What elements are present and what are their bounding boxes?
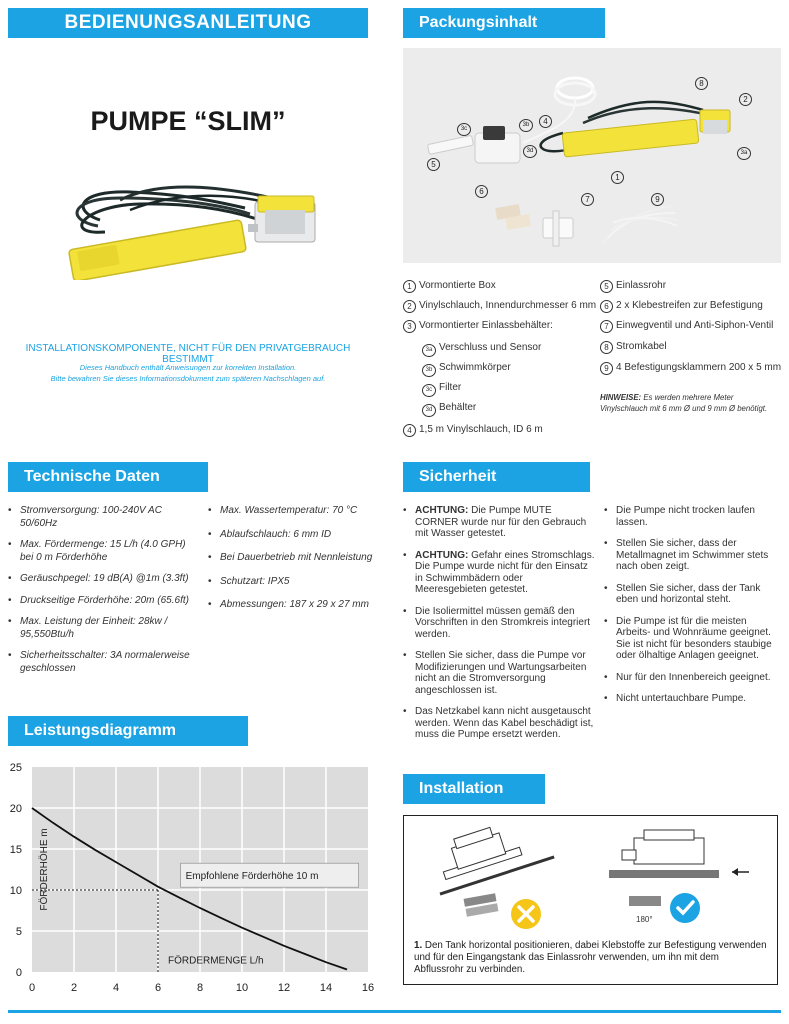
diagram-label-6: 6 <box>475 180 491 198</box>
chart-x-tick-label: 10 <box>235 982 249 994</box>
safety-item: • Nicht untertauchbare Pumpe. <box>604 693 782 705</box>
pump-product-image <box>60 180 340 280</box>
tech-item: • Ablaufschlauch: 6 mm ID <box>208 529 388 542</box>
installation-box <box>403 815 778 985</box>
safety-item: • Stellen Sie sicher, dass der Metallmagnet im Schwimmer stets nach oben zeigt. <box>604 538 782 573</box>
cover-header: BEDIENUNGSANLEITUNG <box>8 8 368 38</box>
tech-item: • Schutzart: IPX5 <box>208 576 388 589</box>
tech-item: • Max. Leistung der Einheit: 28kw / 95,550Btu/h <box>8 616 198 641</box>
chart-x-tick-label: 0 <box>28 982 36 994</box>
safety-item: • Stellen Sie sicher, dass die Pumpe vor Modifizierungen und Wartungsarbeiten nicht an die Stromversorgung angeschlossen ist. <box>403 650 595 696</box>
chart-y-tick-label: 20 <box>9 803 22 815</box>
performance-chart <box>0 755 380 1000</box>
diagram-label-9: 9 <box>651 188 667 206</box>
package-item-5: 5 Einlassrohr <box>600 280 666 293</box>
chart-y-tick-label: 0 <box>15 967 22 979</box>
hint-text-1: Es werden mehrere Meter <box>641 393 734 402</box>
safety-item: • Das Netzkabel kann nicht ausgetauscht werden. Wenn das Kabel beschädigt ist, muss die Pumpe ersetzt werden. <box>403 706 595 741</box>
tech-item: • Sicherheitsschalter: 3A normalerweise geschlossen <box>8 650 198 675</box>
diagram-label-3d: 3d <box>523 138 540 158</box>
package-item-7: 7 Einwegventil und Anti-Siphon-Ventil <box>600 320 773 333</box>
tech-item: • Max. Fördermenge: 15 L/h (4.0 GPH) bei 0 m Förderhöhe <box>8 539 198 564</box>
safety-item: • Die Pumpe ist für die meisten Arbeits- und Wohnräume geeignet. Sie ist nicht für besonders staubige oder ölhaltige Anlagen geeignet. <box>604 616 782 662</box>
hint-label: HINWEISE: <box>600 393 642 402</box>
diagram-label-2: 2 <box>739 88 755 106</box>
chart-y-tick-label: 5 <box>15 926 22 938</box>
package-item-2: 2 Vinylschlauch, Innendurchmesser 6 mm <box>403 300 596 313</box>
footer-divider <box>8 1010 781 1013</box>
cover-note-2: Bitte bewahren Sie dieses Informationsdokument zum späteren Nachschlagen auf. <box>50 374 326 383</box>
tech-header: Technische Daten <box>8 462 208 492</box>
package-item-8: 8 Stromkabel <box>600 341 667 354</box>
diagram-label-5: 5 <box>427 153 443 171</box>
tech-item: • Abmessungen: 187 x 29 x 27 mm <box>208 599 388 612</box>
diagram-label-1: 1 <box>611 166 627 184</box>
cover-subtitle: INSTALLATIONSKOMPONENTE, NICHT FÜR DEN PRIVATGEBRAUCH BESTIMMT <box>25 343 351 365</box>
safety-item: • ACHTUNG: Die Pumpe MUTE CORNER wurde nur für den Gebrauch mit Wasser getestet. <box>403 505 595 540</box>
diagram-label-8: 8 <box>695 72 711 90</box>
package-item-1: 1 Vormontierte Box <box>403 280 496 293</box>
chart-y-axis-label: FÖRDERHÖHE m <box>39 828 50 911</box>
tech-item: • Bei Dauerbetrieb mit Nennleistung <box>208 552 388 565</box>
package-item-3b: 3b Schwimmkörper <box>422 362 511 377</box>
cross-icon <box>511 899 541 929</box>
installation-illustration <box>404 816 776 936</box>
chart-y-tick-label: 25 <box>9 762 22 774</box>
package-photo <box>403 48 781 263</box>
package-item-9: 9 4 Befestigungsklammern 200 x 5 mm <box>600 362 781 375</box>
chart-x-tick-label: 6 <box>154 982 162 994</box>
chart-x-tick-label: 16 <box>361 982 375 994</box>
package-hint <box>600 392 785 414</box>
chart-x-axis-label: FÖRDERMENGE L/h <box>168 955 264 967</box>
safety-item: • Nur für den Innenbereich geeignet. <box>604 672 782 684</box>
diagram-label-4: 4 <box>539 110 555 128</box>
tech-item: • Stromversorgung: 100-240V AC 50/60Hz <box>8 505 198 530</box>
chart-x-tick-label: 12 <box>277 982 291 994</box>
chart-x-tick-label: 14 <box>319 982 333 994</box>
tech-list-col1 <box>8 505 198 684</box>
safety-item: • Die Isoliermittel müssen gemäß den Vorschriften in den Stromkreis integriert werden. <box>403 606 595 641</box>
package-item-3a: 3a Verschluss und Sensor <box>422 342 541 357</box>
package-item-3c: 3c Filter <box>422 382 461 397</box>
package-item-3: 3 Vormontierter Einlassbehälter: <box>403 320 553 333</box>
safety-list-col1 <box>403 505 595 751</box>
tech-item: • Max. Wassertemperatur: 70 °C <box>208 505 388 518</box>
check-icon <box>670 893 700 923</box>
diagram-label-3c: 3c <box>457 116 474 136</box>
installation-header: Installation <box>403 774 545 804</box>
chart-x-tick-label: 4 <box>112 982 120 994</box>
chart-y-tick-label: 10 <box>9 885 22 897</box>
chart-x-tick-label: 2 <box>70 982 78 994</box>
diagram-label-7: 7 <box>581 188 597 206</box>
package-header: Packungsinhalt <box>403 8 605 38</box>
chart-x-tick-label: 8 <box>196 982 204 994</box>
angle-label: 180° <box>636 915 653 924</box>
chart-header: Leistungsdiagramm <box>8 716 248 746</box>
safety-list-col2 <box>604 505 782 715</box>
package-item-4: 4 1,5 m Vinylschlauch, ID 6 m <box>403 424 543 437</box>
safety-item: • Die Pumpe nicht trocken laufen lassen. <box>604 505 782 528</box>
cover-note-1: Dieses Handbuch enthält Anweisungen zur korrekten Installation. <box>79 363 297 372</box>
diagram-label-3a: 3a <box>737 140 754 160</box>
safety-header: Sicherheit <box>403 462 590 492</box>
package-item-6: 6 2 x Klebestreifen zur Befestigung <box>600 300 763 313</box>
tech-list-col2 <box>208 505 388 621</box>
tech-item: • Geräuschpegel: 19 dB(A) @1m (3.3ft) <box>8 573 198 586</box>
chart-annotation: Empfohlene Förderhöhe 10 m <box>185 871 319 883</box>
chart-y-tick-label: 15 <box>9 844 22 856</box>
hint-text-2: Vinylschlauch mit 6 mm Ø und 9 mm Ø benötigt. <box>600 404 768 413</box>
installation-step-1: 1. Den Tank horizontal positionieren, dabei Klebstoffe zur Befestigung verwenden und für den Eingangstank das Einlassrohr verwenden, um ihn mit dem Abflussrohr zu verbinden. <box>414 940 767 975</box>
package-item-3d: 3d Behälter <box>422 402 476 417</box>
safety-item: • ACHTUNG: Gefahr eines Stromschlags. Die Pumpe wurde nicht für den Einsatz in Schwimmbädern oder Meeresgebieten getestet. <box>403 550 595 596</box>
safety-item: • Stellen Sie sicher, dass der Tank eben und horizontal steht. <box>604 583 782 606</box>
product-title: PUMPE “SLIM” <box>90 106 286 136</box>
package-contents-illustration <box>403 48 781 263</box>
diagram-label-3b: 3b <box>519 112 536 132</box>
tech-item: • Druckseitige Förderhöhe: 20m (65.6ft) <box>8 595 198 608</box>
